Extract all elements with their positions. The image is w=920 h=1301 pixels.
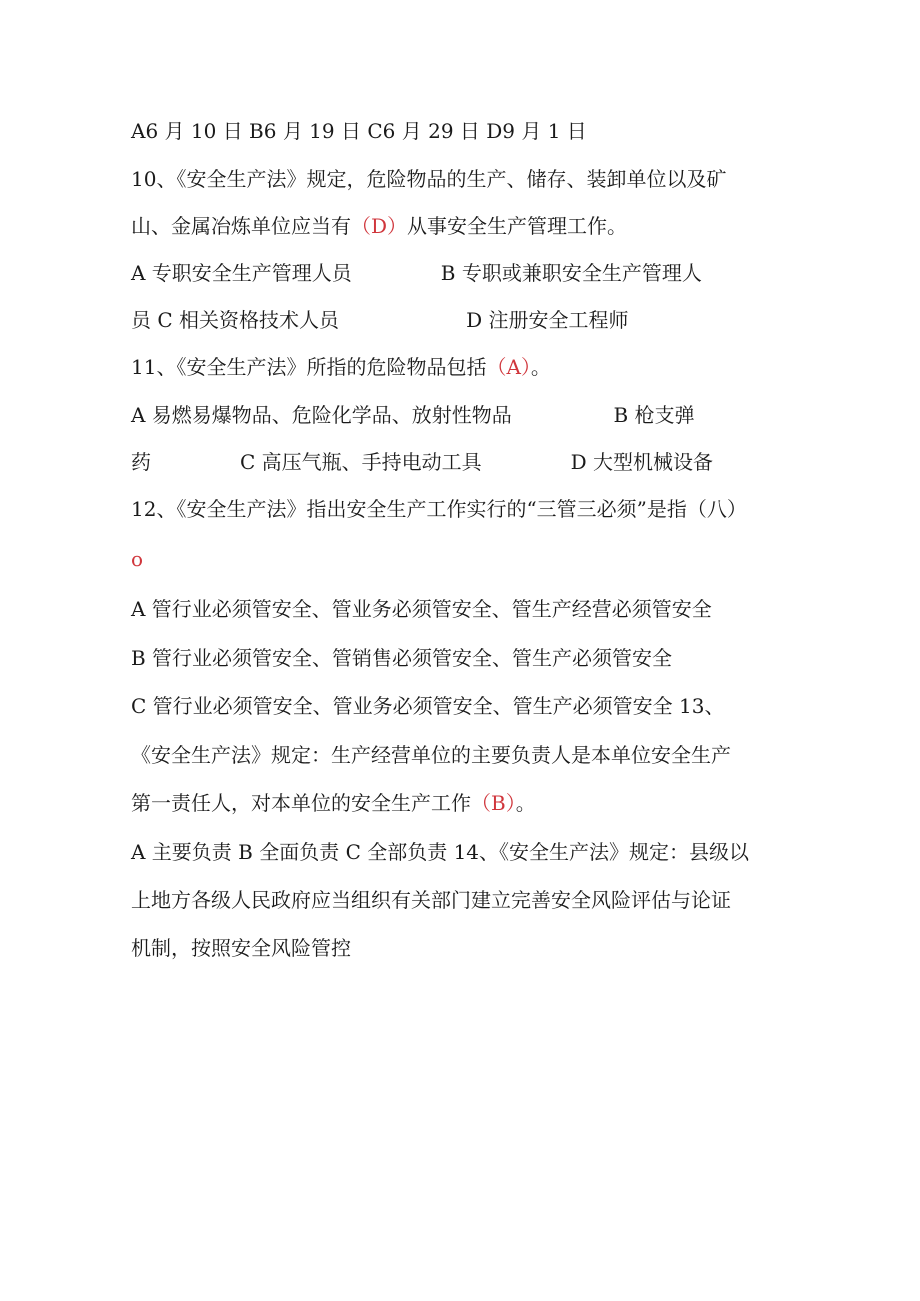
question-14-line-3: 机制，按照安全风险管控	[131, 936, 351, 960]
question-10-options-1: A 专职安全生产管理人员 B 专职或兼职安全生产管理人	[131, 261, 702, 285]
question-14-line-2: 上地方各级人民政府应当组织有关部门建立完善安全风险评估与论证	[131, 888, 731, 912]
question-text: 。	[515, 791, 536, 815]
question-10-line-1: 10、《安全生产法》规定，危险物品的生产、储存、装卸单位以及矿	[131, 167, 727, 191]
question-11-line-1	[131, 353, 551, 381]
question-12-option-c: C 管行业必须管安全、管业务必须管安全、管生产必须管安全 13、	[131, 694, 725, 718]
question-text: 11、《安全生产法》所指的危险物品包括	[131, 355, 487, 379]
question-13-line-1: 《安全生产法》规定：生产经营单位的主要负责人是本单位安全生产	[131, 743, 731, 767]
question-11-options-1: A 易燃易爆物品、危险化学品、放射性物品 B 枪支弹	[131, 403, 695, 427]
answer-marker: （A）	[486, 355, 531, 379]
question-11-options-2: 药 C 高压气瓶、手持电动工具 D 大型机械设备	[131, 450, 714, 474]
question-12-line-1: 12、《安全生产法》指出安全生产工作实行的“三管三必须”是指（八）	[131, 497, 747, 521]
line-date-options: A6 月 10 日 B6 月 19 日 C6 月 29 日 D9 月 1 日	[131, 119, 587, 143]
question-text: 。	[530, 355, 551, 379]
answer-marker: （B）	[471, 791, 516, 815]
question-13-options: A 主要负责 B 全面负责 C 全部负责 14、《安全生产法》规定：县级以	[131, 840, 750, 864]
question-10-options-2: 员 C 相关资格技术人员 D 注册安全工程师	[131, 308, 629, 332]
question-text: 第一责任人，对本单位的安全生产工作	[131, 791, 471, 815]
question-text: 山、金属冶炼单位应当有	[131, 214, 351, 238]
answer-marker: （D）	[351, 214, 408, 238]
question-13-line-2	[131, 789, 536, 817]
question-12-option-b: B 管行业必须管安全、管销售必须管安全、管生产必须管安全	[131, 646, 673, 670]
answer-marker: o	[131, 547, 144, 571]
question-12-option-a: A 管行业必须管安全、管业务必须管安全、管生产经营必须管安全	[131, 597, 712, 621]
question-text: 从事安全生产管理工作。	[407, 214, 628, 238]
question-10-line-2	[131, 212, 627, 240]
